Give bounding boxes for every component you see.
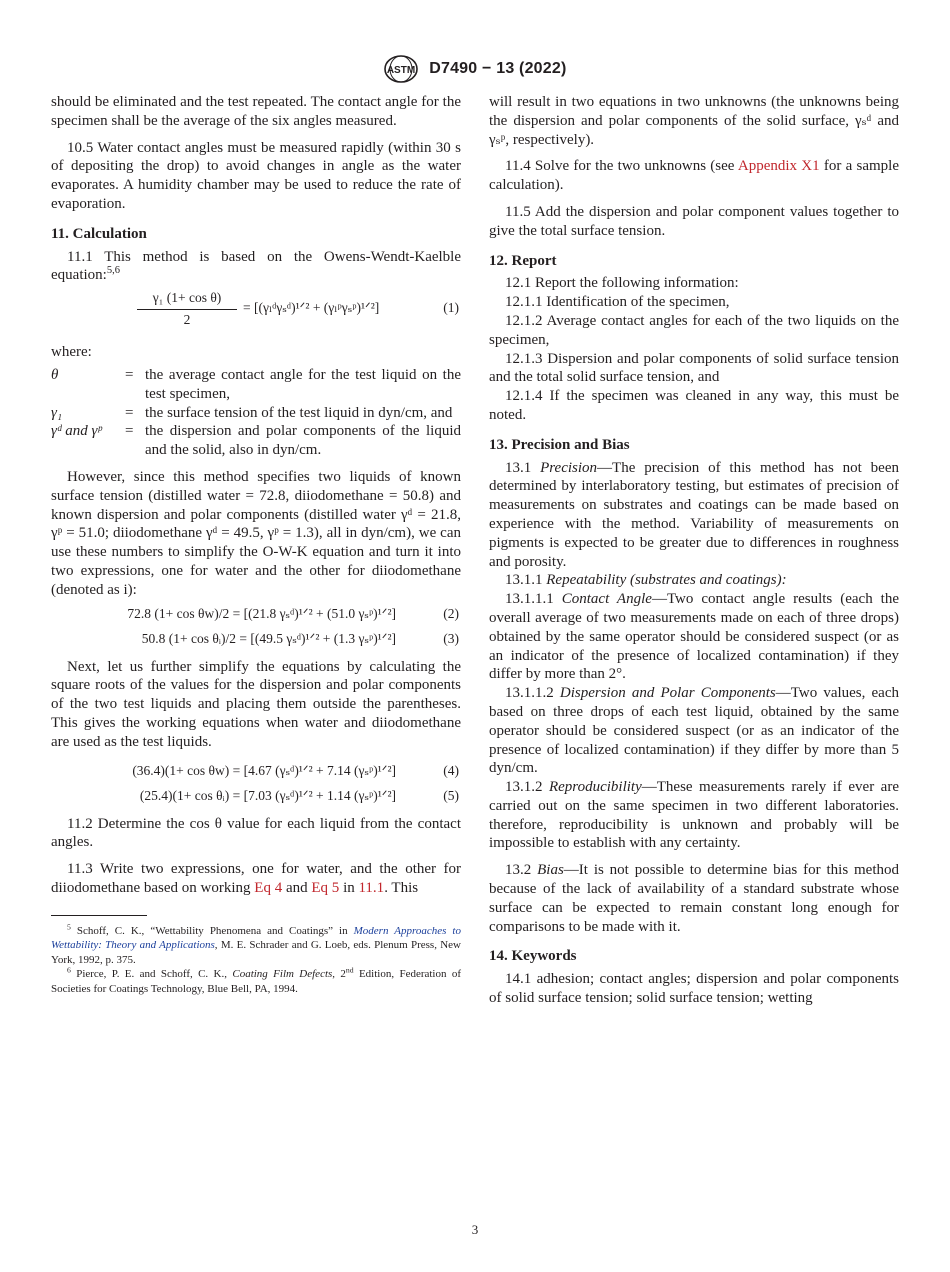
svg-text:ASTM: ASTM (387, 65, 416, 76)
paragraph-12-1-2: 12.1.2 Average contact angles for each of the two liquids on the specimen, (489, 312, 899, 348)
equation-3: 50.8 (1+ cos θᵢ)/2 = [(49.5 γₛᵈ)¹ᐟ² + (1.3 γₛᵖ)¹ᐟ²] (3) (141, 630, 459, 646)
paragraph-12-1-3: 12.1.3 Dispersion and polar components of solid surface tension and the total solid surface tension, and (489, 350, 899, 386)
paragraph-13-1-2: 13.1.2 Reproducibility—These measurements rarely if ever are carried out on the same specimen in two different laboratories. therefore, reproducibility is unknown and probably will be impossible to establish with any certainty. (489, 779, 899, 852)
footnote-divider (51, 915, 147, 916)
paragraph-12-1-4: 12.1.4 If the specimen was cleaned in any way, this must be noted. (489, 388, 899, 423)
where-label: where: (51, 344, 92, 361)
equation-5: (25.4)(1+ cos θᵢ) = [7.03 (γₛᵈ)¹ᐟ² + 1.14 (γₛᵖ)¹ᐟ²] (5) (139, 787, 459, 803)
paragraph-13-2: 13.2 Bias—It is not possible to determine bias for this method because of the lack of availability of a standard substrate whose surface can be expected to remain constant long enough for comparisons to be made with it. (489, 862, 900, 935)
paragraph-11-3: 11.3 Write two expressions, one for water, and the other for diiodomethane based on working Eq 4 and Eq 5 in 11.1. This (51, 861, 461, 896)
definition-item: γ₁ = the surface tension of the test liquid in dyn/cm, and (51, 404, 453, 421)
paragraph-next: Next, let us further simplify the equations by calculating the square roots of the values for the dispersion and polar components of the two test liquids and placing them outside the parentheses. This gives the working equations when water and diiodomethane are used as the test liquids. (51, 658, 461, 750)
link-section-11-1[interactable]: 11.1 (358, 879, 385, 896)
equation-4: (36.4)(1+ cos θw) = [4.67 (γₛᵈ)¹ᐟ² + 7.14 (γₛᵖ)¹ᐟ²] (4) (132, 762, 459, 778)
paragraph-11-4: 11.4 Solve for the two unknowns (see Appendix X1 for a sample calculation). (489, 158, 899, 194)
paragraph-however: However, since this method specifies two liquids of known surface tension (distilled water = 72.8, diiodomethane = 50.8) and known dispersion and polar components (distilled water γᵈ = 21.8, γᵖ = 51.0; diiodomethane γᵈ = 49.5, γᵖ = 1.3), all in dyn/cm), we can use these numbers to simplify the O-W-K equation and turn it into two expressions, one for water and the other for diiodomethane (denoted as i): (51, 468, 461, 598)
paragraph-13-1-1-1: 13.1.1.1 Contact Angle—Two contact angle results (each the overall average of two measurements made on each of three drops) obtained by the same operator should be considered suspect (or as an indicator of the presence of localized contamination) if they differ by more than 2°. (489, 591, 900, 683)
section-heading-12: 12. Report (489, 252, 557, 269)
definition-item: θ = the average contact angle for the test liquid on the test specimen, (51, 366, 461, 402)
document-designation: D7490 − 13 (2022) (429, 59, 567, 77)
link-eq-5[interactable]: Eq 5 (311, 879, 340, 896)
equation-2: 72.8 (1+ cos θw)/2 = [(21.8 γₛᵈ)¹ᐟ² + (51.0 γₛᵖ)¹ᐟ²] (2) (127, 605, 459, 621)
paragraph-continued-right: will result in two equations in two unknowns (the unknowns being the dispersion and polar components of the solid surface, γₛᵈ and γₛᵖ, respectively). (489, 94, 899, 148)
page-number: 3 (471, 1222, 479, 1237)
footnote-6: $^6$ Pierce, P. E. and Schoff, C. K., Coating Film Defects, 2nd Edition, Federation of Societies for Coatings Technology, Blue Bell, PA, 1994. (51, 965, 462, 995)
paragraph-13-1-1-2: 13.1.1.2 Dispersion and Polar Components—Two values, each based on three drops of each test liquid, obtained by the same operator should be considered suspect (or as an indicator of the presence of localized contamination) if they differ by more than 5 dyn/cm. (489, 685, 899, 777)
paragraph-11-2: 11.2 Determine the cos θ value for each liquid from the contact angles. (51, 815, 461, 851)
right-column (489, 93, 899, 1008)
paragraph-11-5: 11.5 Add the dispersion and polar component values together to give the total surface tension. (489, 203, 899, 239)
paragraph-12-1-1: 12.1.1 Identification of the specimen, (505, 294, 730, 311)
section-heading-14: 14. Keywords (489, 948, 577, 965)
section-heading-11: 11. Calculation (51, 225, 147, 242)
definition-list (51, 366, 461, 460)
section-heading-13: 13. Precision and Bias (489, 436, 630, 453)
page-header (0, 54, 950, 84)
paragraph-14-1: 14.1 adhesion; contact angles; dispersion and polar components of solid surface tension; solid surface tension; wetting (489, 971, 899, 1007)
paragraph-11-1: 11.1 This method is based on the Owens-Wendt-Kaelble equation:$^{5,6}$ (51, 248, 461, 284)
paragraph-10-5: 10.5 Water contact angles must be measured rapidly (within 30 s of depositing the drop) to avoid changes in angle as the water evaporates. A humidity chamber may be used to reduce the rate of evaporation. (51, 139, 461, 212)
paragraph-13-1: 13.1 Precision—The precision of this method has not been determined by interlaboratory testing, but estimates of precision of measurements on substrates and coatings can be made based on experience with the method. Variability of measurements on pigments is expected to be greater due to differences in roughness and porosity. (489, 459, 899, 570)
paragraph-12-1: 12.1 Report the following information: (505, 275, 739, 292)
left-column (51, 93, 461, 996)
link-modern-approaches[interactable]: Modern Approaches to Wettability: Theory and Applications (51, 924, 461, 952)
definition-item: γᵈ and γᵖ = the dispersion and polar components of the liquid and the solid, also in dyn/cm. (51, 423, 461, 459)
link-eq-4[interactable]: Eq 4 (254, 879, 283, 896)
paragraph-continued: should be eliminated and the test repeated. The contact angle for the specimen shall be the average of the six angles measured. (51, 94, 461, 129)
astm-logo-icon (383, 54, 419, 84)
footnote-5: $^5$ Schoff, C. K., “Wettability Phenomena and Coatings” in Modern Approaches to Wettability: Theory and Applications, M. E. Schrader and G. Loeb, eds. Plenum Press, New York, 1992, p. 375. (51, 922, 461, 966)
link-appendix-x1[interactable]: Appendix X1 (737, 158, 820, 175)
paragraph-13-1-1: 13.1.1 Repeatability (substrates and coatings): (505, 572, 787, 589)
equation-1: $\frac{\text{γ₁ (1+ cos θ)}}{2}$ = [(γₗᵈγₛᵈ)¹ᐟ² + (γₗᵖγₛᵖ)¹ᐟ²] (1) (51, 289, 461, 333)
